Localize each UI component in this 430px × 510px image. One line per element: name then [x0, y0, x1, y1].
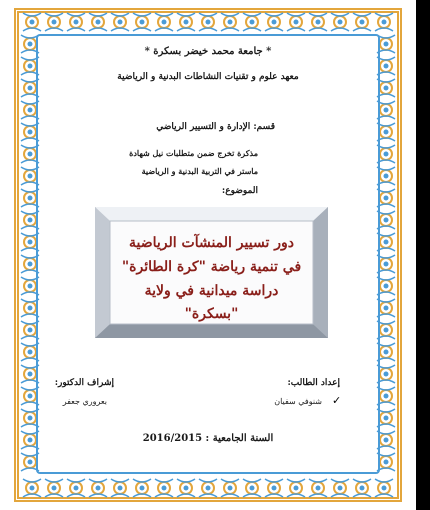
subject-label: الموضوع: — [221, 186, 258, 196]
ornament-knot — [221, 479, 239, 497]
ornament-knot — [265, 479, 283, 497]
ornament-knot — [133, 479, 151, 497]
ornament-knot — [331, 13, 349, 31]
ornament-knot — [23, 13, 41, 31]
ornament-knot — [45, 13, 63, 31]
ornament-knot — [331, 479, 349, 497]
ornament-knot — [177, 13, 195, 31]
ornament-knot — [155, 479, 173, 497]
student-name: شنوفي سفيان — [274, 397, 322, 406]
thesis-line-1: مذكرة تخرج ضمن متطلبات نيل شهادة — [129, 148, 258, 158]
ornament-knot — [45, 479, 63, 497]
ornament-knot — [177, 479, 195, 497]
ornament-knot — [375, 13, 393, 31]
thesis-line-2: ماستر في التربية البدنية و الرياضية — [141, 166, 258, 176]
ornament-knot — [375, 479, 393, 497]
ornament-knot — [155, 13, 173, 31]
ornament-knot — [309, 13, 327, 31]
title-line-4: "بسكرة" — [184, 306, 239, 322]
department: قسم: الإدارة و التسيير الرياضي — [156, 122, 275, 132]
ornament-knot — [265, 13, 283, 31]
ornament-knot — [353, 479, 371, 497]
title-panel — [95, 207, 328, 338]
ornament-knot — [89, 479, 107, 497]
ornament-knot — [221, 13, 239, 31]
academic-year: السنة الجامعية : 2016/2015 — [142, 433, 274, 444]
student-label: إعداد الطالب: — [287, 378, 340, 388]
supervisor-name: بعروري جعفر — [62, 397, 107, 406]
ornament-knot — [199, 13, 217, 31]
supervisor-label: إشراف الدكتور: — [54, 378, 114, 388]
institute-name: معهد علوم و تقنيات النشاطات البدنية و الرياضية — [117, 72, 299, 82]
checkmark-icon: ✓ — [332, 394, 342, 407]
ornament-knot — [89, 13, 107, 31]
ornament-knot — [111, 479, 129, 497]
ornament-knot — [287, 13, 305, 31]
ornament-knot — [287, 479, 305, 497]
ornament-knot — [243, 479, 261, 497]
ornament-knot — [199, 479, 217, 497]
title-line-2: في تنمية رياضة "كرة الطائرة" — [121, 259, 302, 275]
ornament-knot — [111, 13, 129, 31]
title-line-1: دور تسيير المنشآت الرياضية — [128, 235, 294, 251]
ornament-knot — [23, 479, 41, 497]
university-name: * جامعة محمد خيضر بسكرة * — [144, 46, 272, 57]
ornament-knot — [309, 479, 327, 497]
ornament-knot — [67, 13, 85, 31]
ornament-knot — [353, 13, 371, 31]
ornament-knot — [67, 479, 85, 497]
ornament-knot — [133, 13, 151, 31]
title-line-3: دراسة ميدانية في ولاية — [144, 283, 279, 299]
ornament-knot — [243, 13, 261, 31]
